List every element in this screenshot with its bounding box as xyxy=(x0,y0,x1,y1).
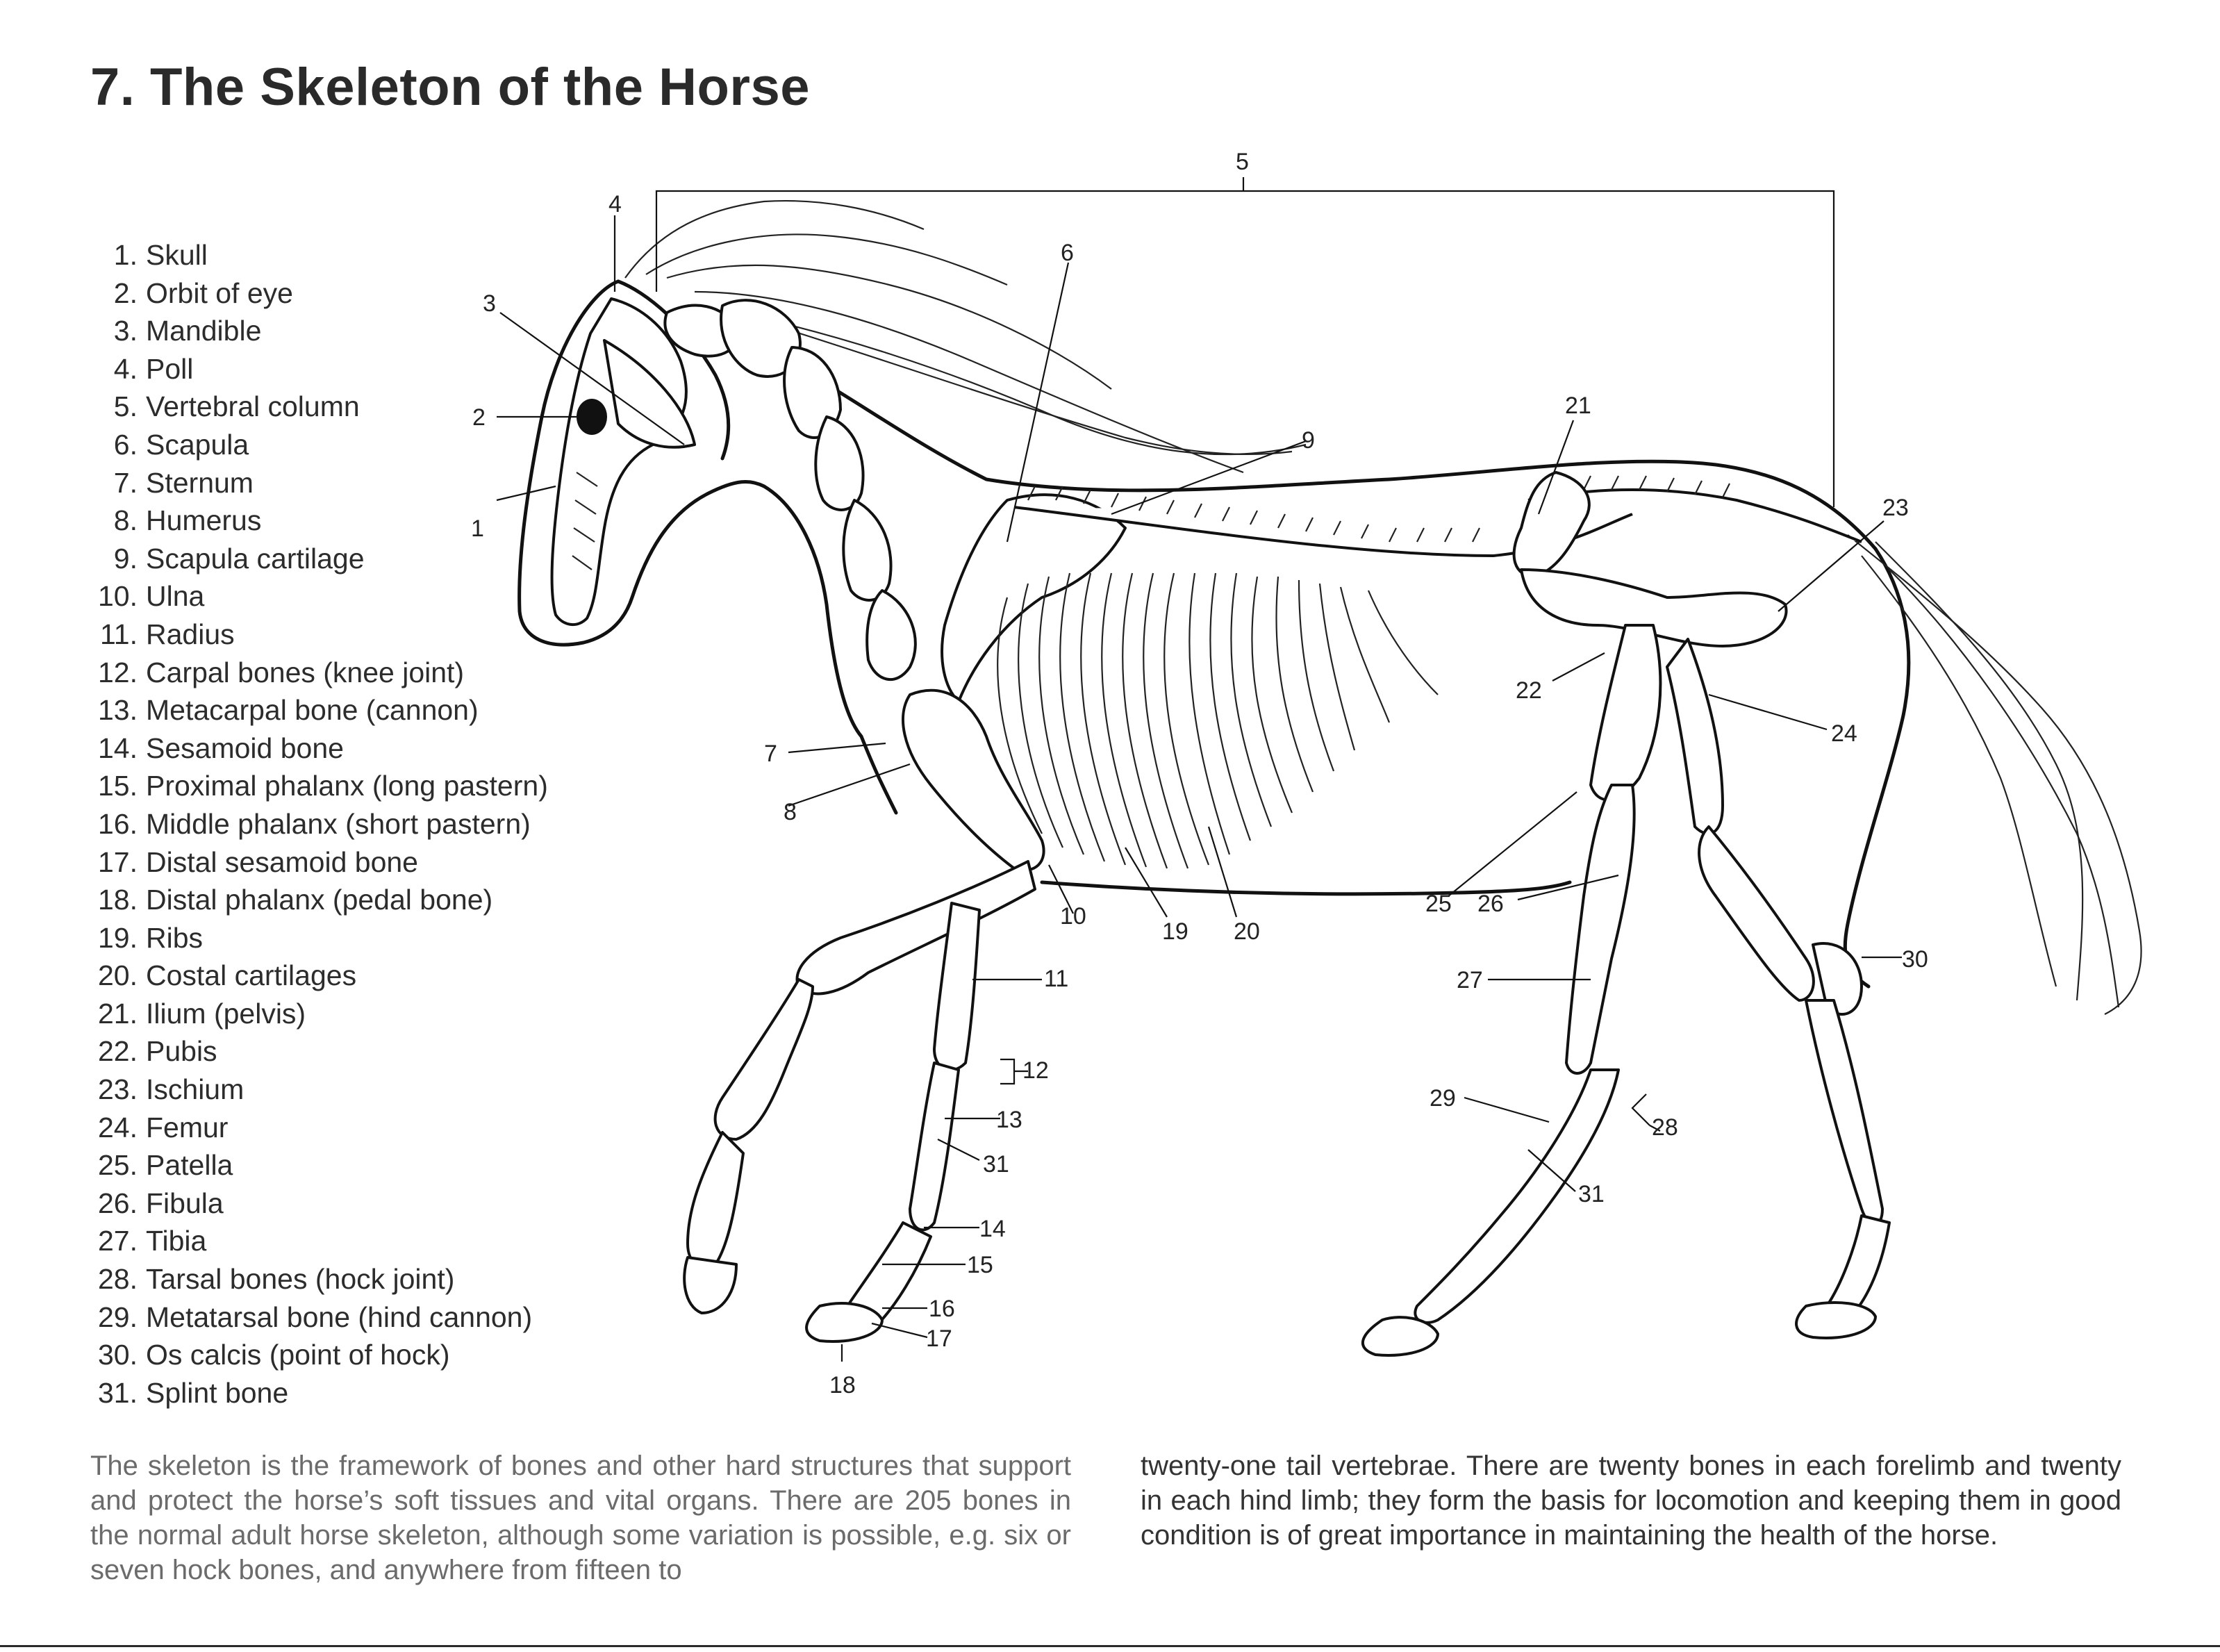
legend-number: 8. xyxy=(113,504,138,537)
legend-number: 22. xyxy=(98,1035,138,1068)
callout-12: 12 xyxy=(1022,1057,1049,1084)
legend-number: 4. xyxy=(113,352,138,385)
legend-label: Patella xyxy=(146,1149,233,1182)
callout-1: 1 xyxy=(471,515,484,542)
callout-19: 19 xyxy=(1162,918,1188,945)
legend-label: Vertebral column xyxy=(146,390,360,423)
callout-13: 13 xyxy=(996,1107,1022,1133)
callout-8: 8 xyxy=(784,799,797,825)
legend-label: Poll xyxy=(146,352,194,385)
bottom-rule xyxy=(0,1645,2220,1647)
callout-30: 30 xyxy=(1902,946,1928,973)
legend-number: 5. xyxy=(113,390,138,423)
legend-label: Scapula xyxy=(146,428,249,461)
legend-number: 15. xyxy=(98,770,138,802)
legend-label: Mandible xyxy=(146,315,262,347)
legend-label: Proximal phalanx (long pastern) xyxy=(146,770,548,802)
legend-number: 9. xyxy=(113,542,138,575)
legend-number: 16. xyxy=(98,807,138,840)
callout-5: 5 xyxy=(1236,149,1249,175)
legend-number: 29. xyxy=(98,1300,138,1333)
callout-20: 20 xyxy=(1234,918,1260,945)
legend-label: Os calcis (point of hock) xyxy=(146,1339,450,1371)
cervical-vertebrae xyxy=(665,300,915,679)
legend-number: 25. xyxy=(98,1149,138,1182)
near-forelimb xyxy=(684,861,1035,1313)
legend-label: Femur xyxy=(146,1111,229,1143)
legend-number: 12. xyxy=(98,656,138,688)
legend-number: 28. xyxy=(98,1263,138,1296)
legend-number: 30. xyxy=(98,1339,138,1371)
legend-number: 24. xyxy=(98,1111,138,1143)
legend-label: Sternum xyxy=(146,466,254,499)
callout-24: 24 xyxy=(1831,720,1857,747)
legend-number: 6. xyxy=(113,428,138,461)
legend-number: 23. xyxy=(98,1073,138,1106)
legend-label: Ribs xyxy=(146,921,204,954)
callout-21: 21 xyxy=(1565,393,1591,419)
callout-31b: 31 xyxy=(1578,1181,1605,1207)
callout-11: 11 xyxy=(1044,966,1069,992)
callout-17: 17 xyxy=(926,1325,952,1352)
body-text-right: twenty-one tail vertebrae. There are twenty bones in each forelimb and twenty in each hind limb; they form the basis for locomotion and keeping them in good condition is of great importance in maintaining the health of the horse. xyxy=(1141,1451,2121,1551)
legend-label: Carpal bones (knee joint) xyxy=(146,656,465,688)
callout-16: 16 xyxy=(929,1296,955,1322)
legend-label: Costal cartilages xyxy=(146,959,357,992)
callout-10: 10 xyxy=(1060,903,1086,930)
legend-number: 2. xyxy=(113,276,138,309)
legend-label: Fibula xyxy=(146,1187,224,1219)
legend-number: 3. xyxy=(113,315,138,347)
skull xyxy=(552,299,695,625)
callout-29: 29 xyxy=(1430,1085,1456,1112)
legend-label: Ulna xyxy=(146,580,205,613)
legend-label: Ischium xyxy=(146,1073,245,1106)
legend-label: Splint bone xyxy=(146,1376,289,1409)
callout-3: 3 xyxy=(483,290,496,317)
callout-6: 6 xyxy=(1061,240,1074,266)
callout-2: 2 xyxy=(472,404,486,431)
legend-label: Sesamoid bone xyxy=(146,732,344,764)
legend-label: Pubis xyxy=(146,1035,217,1068)
callout-22: 22 xyxy=(1516,677,1542,704)
shoulder xyxy=(903,495,1125,870)
callout-14: 14 xyxy=(979,1216,1006,1242)
rib-cage xyxy=(997,573,1438,868)
legend-label: Ilium (pelvis) xyxy=(146,997,306,1030)
legend-number: 11. xyxy=(100,618,138,650)
horse-skeleton-diagram xyxy=(472,139,2174,1431)
legend-label: Middle phalanx (short pastern) xyxy=(146,807,531,840)
legend-label: Skull xyxy=(146,239,208,271)
orbit-of-eye xyxy=(577,399,607,435)
legend-number: 19. xyxy=(98,921,138,954)
page-title: 7. The Skeleton of the Horse xyxy=(90,58,810,117)
legend-label: Tibia xyxy=(146,1225,207,1257)
legend-label: Tarsal bones (hock joint) xyxy=(146,1263,455,1296)
legend-number: 31. xyxy=(98,1376,138,1409)
body-text-left: The skeleton is the framework of bones and other hard structures that support and protect the horse’s soft tissues and vital organs. There are 205 bones in the normal adult horse skeleton, although some variation is possible, e.g. six or seven hock bones, and anywhere from fifteen to xyxy=(90,1451,1071,1585)
legend-number: 26. xyxy=(98,1187,138,1219)
callout-15: 15 xyxy=(967,1252,993,1278)
callout-7: 7 xyxy=(764,741,777,767)
legend-number: 18. xyxy=(98,884,138,916)
legend-number: 17. xyxy=(98,845,138,878)
legend-number: 13. xyxy=(98,694,138,727)
legend-label: Orbit of eye xyxy=(146,276,293,309)
legend-label: Scapula cartilage xyxy=(146,542,365,575)
legend-label: Metatarsal bone (hind cannon) xyxy=(146,1300,533,1333)
legend-number: 21. xyxy=(98,997,138,1030)
callout-28: 28 xyxy=(1652,1114,1678,1141)
callout-31a: 31 xyxy=(983,1151,1009,1178)
callout-23: 23 xyxy=(1882,495,1909,521)
legend-label: Humerus xyxy=(146,504,262,537)
vertebral-column xyxy=(1014,476,1862,556)
horse-outline xyxy=(520,281,2142,1014)
callout-9: 9 xyxy=(1302,427,1315,454)
near-hindlimb xyxy=(1363,625,1661,1355)
legend-number: 1. xyxy=(113,239,138,271)
legend-label: Distal sesamoid bone xyxy=(146,845,418,878)
legend-number: 14. xyxy=(98,732,138,764)
legend-label: Distal phalanx (pedal bone) xyxy=(146,884,493,916)
callout-4: 4 xyxy=(608,191,622,217)
legend-number: 10. xyxy=(98,580,138,613)
legend-number: 20. xyxy=(98,959,138,992)
legend-label: Radius xyxy=(146,618,235,650)
callout-25: 25 xyxy=(1425,891,1452,917)
callout-18: 18 xyxy=(829,1372,856,1398)
legend-label: Metacarpal bone (cannon) xyxy=(146,694,479,727)
callout-26: 26 xyxy=(1477,891,1504,917)
legend-number: 7. xyxy=(113,466,138,499)
callout-27: 27 xyxy=(1457,967,1483,993)
legend-number: 27. xyxy=(98,1225,138,1257)
